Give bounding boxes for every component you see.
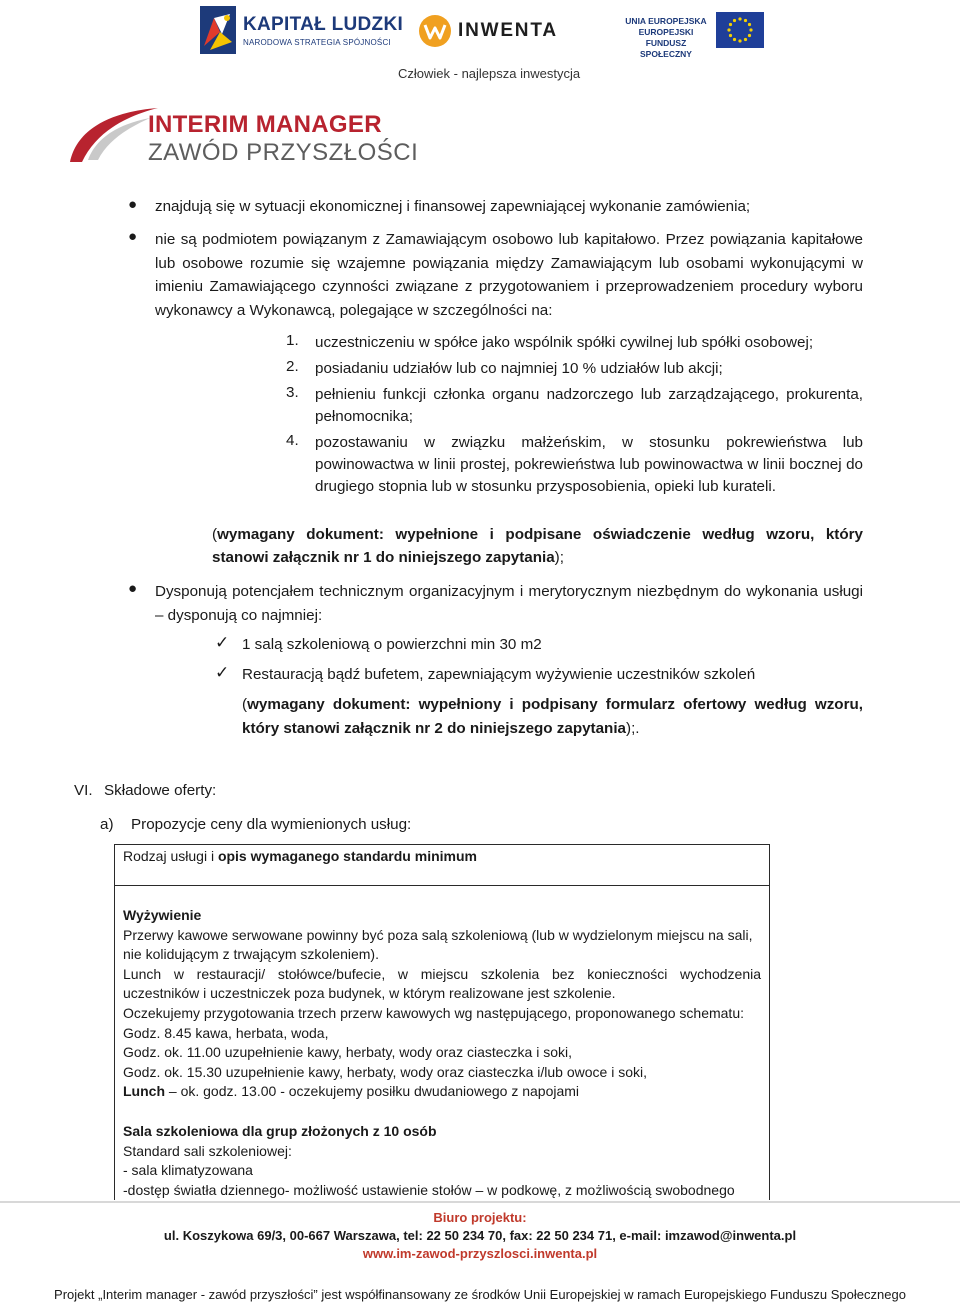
bullet-icon: ● (128, 580, 138, 597)
list-item: Dysponują potencjałem technicznym organizacyjnym i merytorycznym niezbędnym do wykonania usługi – dysponują co najmniej: (155, 583, 863, 624)
table-body-cell (115, 886, 769, 1200)
schedule-item: Godz. ok. 15.30 uzupełnienie kawy, herbaty, wody oraz ciasteczka i/lub owoce i soki, (123, 1063, 647, 1080)
list-item: uczestniczeniu w spółce jako wspólnik spółki cywilnej lub spółki osobowej; (315, 334, 814, 351)
required-document-note (242, 693, 863, 740)
footer-office-label: Biuro projektu: (433, 1210, 527, 1225)
list-number: 4. (286, 432, 299, 449)
bullet-icon: ● (128, 196, 138, 213)
footer-divider (0, 1201, 960, 1203)
subsection-letter: a) (100, 816, 114, 833)
paren-close: );. (626, 719, 640, 737)
list-number: 1. (286, 332, 299, 349)
section-number: VI. (74, 782, 93, 799)
room-item: -dostęp światła dziennego- możliwość ustawienie stołów – w podkowę, z możliwością swobodnego (123, 1181, 735, 1198)
catering-paragraph: Lunch w restauracji/ stołówce/bufecie, w miejscu szkolenia bez konieczności wychodzenia uczestników i uczestniczek poza budynek, w którym realizowane jest szkolenie. (123, 965, 761, 1002)
table-header-cell (115, 845, 769, 869)
room-title-text: Sala szkoleniowa dla grup złożonych z 10 osób (123, 1122, 437, 1139)
project-subtitle: ZAWÓD PRZYSZŁOŚCI (148, 139, 419, 166)
lunch-label: Lunch (123, 1083, 165, 1100)
kapital-ludzki-subtitle: NARODOWA STRATEGIA SPÓJNOŚCI (243, 38, 391, 47)
kapital-ludzki-logo-icon (200, 6, 236, 54)
schedule-item: Godz. ok. 11.00 uzupełnienie kawy, herbaty, wody oraz ciasteczka i soki, (123, 1044, 573, 1061)
paren-close: ); (554, 549, 564, 566)
tagline: Człowiek - najlepsza inwestycja (398, 66, 581, 81)
ue-line-1: UNIA EUROPEJSKA (625, 16, 707, 26)
header-plain: Rodzaj usługi i (123, 848, 218, 864)
catering-title-text: Wyżywienie (123, 907, 202, 923)
room-item: - sala klimatyzowana (123, 1162, 253, 1179)
section-title: Składowe oferty: (104, 782, 217, 799)
list-item: posiadaniu udziałów lub co najmniej 10 % udziałów lub akcji; (315, 360, 723, 377)
required-document-note (212, 523, 863, 569)
required-document-text: wymagany dokument: wypełnione i podpisane oświadczenie według wzoru, który stanowi załącznik nr 1 do niniejszego zapytania (212, 526, 863, 566)
room-title (123, 1122, 761, 1142)
services-table (114, 844, 770, 1200)
required-document-text: wymagany dokument: wypełniony i podpisany formularz ofertowy według wzoru, który stanowi załącznik nr 2 do niniejszego zapytania (242, 696, 863, 737)
list-item: pozostawaniu w związku małżeńskim, w stosunku pokrewieństwa lub powinowactwa w linii prostej, pokrewieństwa lub powinowactwa w linii bocznej do drugiego stopnia lub w stosunku przysposobienia, opieki lub kurateli. (315, 434, 863, 495)
ue-line-2: EUROPEJSKI (638, 27, 694, 37)
inwenta-logo-text: INWENTA (458, 20, 558, 41)
header-bold: opis wymaganego standardu minimum (217, 848, 477, 864)
paren-open: ( (242, 696, 248, 713)
catering-paragraph: Oczekujemy przygotowania trzech przerw kawowych wg następującego, proponowanego schematu: (123, 1004, 744, 1021)
eu-flag-icon (716, 12, 764, 48)
schedule-item: Godz. 8.45 kawa, herbata, woda, (123, 1024, 329, 1041)
list-item: nie są podmiotem powiązanym z Zamawiającym osobowo lub kapitałowo. Przez powiązania kapitałowe lub osobowe rozumie się wzajemne powiązania między Zamawiającym lub osobami wykonującymi w imieniu Zamawiającego czynności związane z przygotowaniem i przeprowadzeniem procedury wyboru wykonawcy a Wykonawcą, polegające w szczególności na: (155, 231, 863, 319)
lunch-text: – ok. godz. 13.00 - oczekujemy posiłku dwudaniowego z napojami (165, 1083, 580, 1100)
list-number: 2. (286, 358, 299, 375)
checkmark-icon: ✓ (215, 663, 230, 682)
checklist-item: 1 salą szkoleniową o powierzchni min 30 m2 (242, 636, 542, 653)
catering-title (123, 906, 761, 926)
paren-open: ( (212, 526, 218, 543)
footer-website-link[interactable]: www.im-zawod-przyszlosci.inwenta.pl (362, 1246, 598, 1261)
list-item: pełnieniu funkcji członka organu nadzorczego lub zarządzającego, prokurenta, pełnomocnika; (315, 386, 863, 425)
bullet-icon: ● (128, 228, 138, 245)
catering-paragraph: Przerwy kawowe serwowane powinny być poza salą szkoleniową (lub w wydzielonym miejscu na sali, nie kolidującym z trwającym szkoleniem). (123, 926, 753, 963)
ue-line-3: FUNDUSZ SPOŁECZNY (640, 38, 692, 59)
ue-label (620, 16, 712, 60)
project-title: INTERIM MANAGER (148, 111, 382, 138)
checklist-item: Restauracją bądź bufetem, zapewniającym wyżywienie uczestników szkoleń (242, 666, 756, 683)
list-item: znajdują się w sytuacji ekonomicznej i finansowej zapewniającej wykonanie zamówienia; (155, 198, 751, 215)
list-number: 3. (286, 384, 299, 401)
checkmark-icon: ✓ (215, 633, 230, 652)
kapital-ludzki-title: KAPITAŁ LUDZKI (243, 14, 404, 35)
lunch-line (123, 1082, 761, 1102)
room-standard: Standard sali szkoleniowej: (123, 1142, 292, 1159)
inwenta-logo-icon (418, 14, 452, 48)
subsection-title: Propozycje ceny dla wymienionych usług: (131, 816, 412, 833)
footer-project-note: Projekt „Interim manager - zawód przyszłości” jest współfinansowany ze środków Unii Europejskiej w ramach Europejskiego Funduszu Społecznego (54, 1287, 906, 1302)
footer-address: ul. Koszykowa 69/3, 00-667 Warszawa, tel: 22 50 234 70, fax: 22 50 234 71, e-mail: imzawod@inwenta.pl (163, 1228, 797, 1243)
table-header-row (115, 845, 769, 886)
